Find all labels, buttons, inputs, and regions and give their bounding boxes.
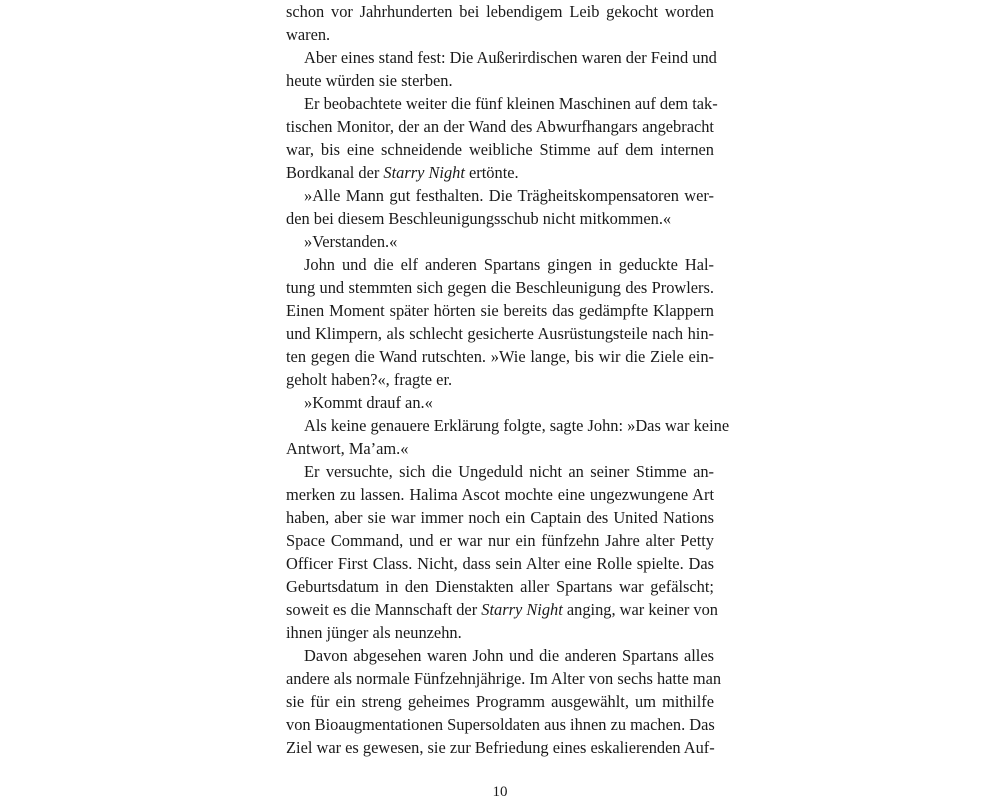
text-line: »Alle Mann gut festhalten. Die Trägheitskompensatoren wer- <box>304 186 714 205</box>
text-line: und Klimpern, als schlecht gesicherte Ausrüstungsteile nach hin- <box>286 324 714 343</box>
text-line: ihnen jünger als neunzehn. <box>286 623 462 642</box>
book-page-text <box>286 0 730 759</box>
text-line: tischen Monitor, der an der Wand des Abwurfhangars angebracht <box>286 117 714 136</box>
text-line: John und die elf anderen Spartans gingen in geduckte Hal- <box>304 255 714 274</box>
text-line: Aber eines stand fest: Die Außerirdischen waren der Feind und <box>304 48 717 67</box>
text-line: Antwort, Ma’am.« <box>286 439 409 458</box>
text-line: Davon abgesehen waren John und die anderen Spartans alles <box>304 646 714 665</box>
text-segment: soweit es die Mannschaft der <box>286 600 482 619</box>
text-line: Officer First Class. Nicht, dass sein Alter eine Rolle spielte. Das <box>286 554 714 573</box>
text-line: »Kommt drauf an.« <box>304 393 433 412</box>
text-segment: Bordkanal der <box>286 163 384 182</box>
text-line <box>286 598 718 621</box>
text-line: Space Command, und er war nur ein fünfzehn Jahre alter Petty <box>286 531 714 550</box>
text-line: merken zu lassen. Halima Ascot mochte eine ungezwungene Art <box>286 485 714 504</box>
text-line: den bei diesem Beschleunigungsschub nicht mitkommen.« <box>286 209 672 228</box>
text-line: heute würden sie sterben. <box>286 71 453 90</box>
text-line: Geburtsdatum in den Dienstakten aller Spartans war gefälscht; <box>286 577 714 596</box>
text-line: geholt haben?«, fragte er. <box>286 370 453 389</box>
ship-name-italic: Starry Night <box>481 600 563 619</box>
text-line: war, bis eine schneidende weibliche Stimme auf dem internen <box>286 140 714 159</box>
text-line: von Bioaugmentationen Supersoldaten aus ihnen zu machen. Das <box>286 715 715 734</box>
text-line: »Verstanden.« <box>304 232 398 251</box>
text-line: waren. <box>286 25 331 44</box>
page-number: 10 <box>492 784 508 800</box>
text-line: ten gegen die Wand rutschten. »Wie lange, bis wir die Ziele ein- <box>286 347 714 366</box>
text-line: Er versuchte, sich die Ungeduld nicht an seiner Stimme an- <box>304 462 714 481</box>
text-line: Einen Moment später hörten sie bereits das gedämpfte Klappern <box>286 301 714 320</box>
text-line: Er beobachtete weiter die fünf kleinen Maschinen auf dem tak- <box>304 94 718 113</box>
text-line: andere als normale Fünfzehnjährige. Im Alter von sechs hatte man <box>286 669 722 688</box>
ship-name-italic: Starry Night <box>383 163 465 182</box>
text-segment: ertönte. <box>464 163 519 182</box>
text-line: Als keine genauere Erklärung folgte, sagte John: »Das war keine <box>304 416 730 435</box>
text-line <box>286 161 714 184</box>
text-line: sie für ein streng geheimes Programm ausgewählt, um mithilfe <box>286 692 714 711</box>
text-line: Ziel war es gewesen, sie zur Befriedung eines eskalierenden Auf- <box>286 738 715 757</box>
text-segment: anging, war keiner von <box>562 600 718 619</box>
text-line: tung und stemmten sich gegen die Beschleunigung des Prowlers. <box>286 278 714 297</box>
text-line: haben, aber sie war immer noch ein Captain des United Nations <box>286 508 714 527</box>
text-line: schon vor Jahrhunderten bei lebendigem Leib gekocht worden <box>286 2 714 21</box>
